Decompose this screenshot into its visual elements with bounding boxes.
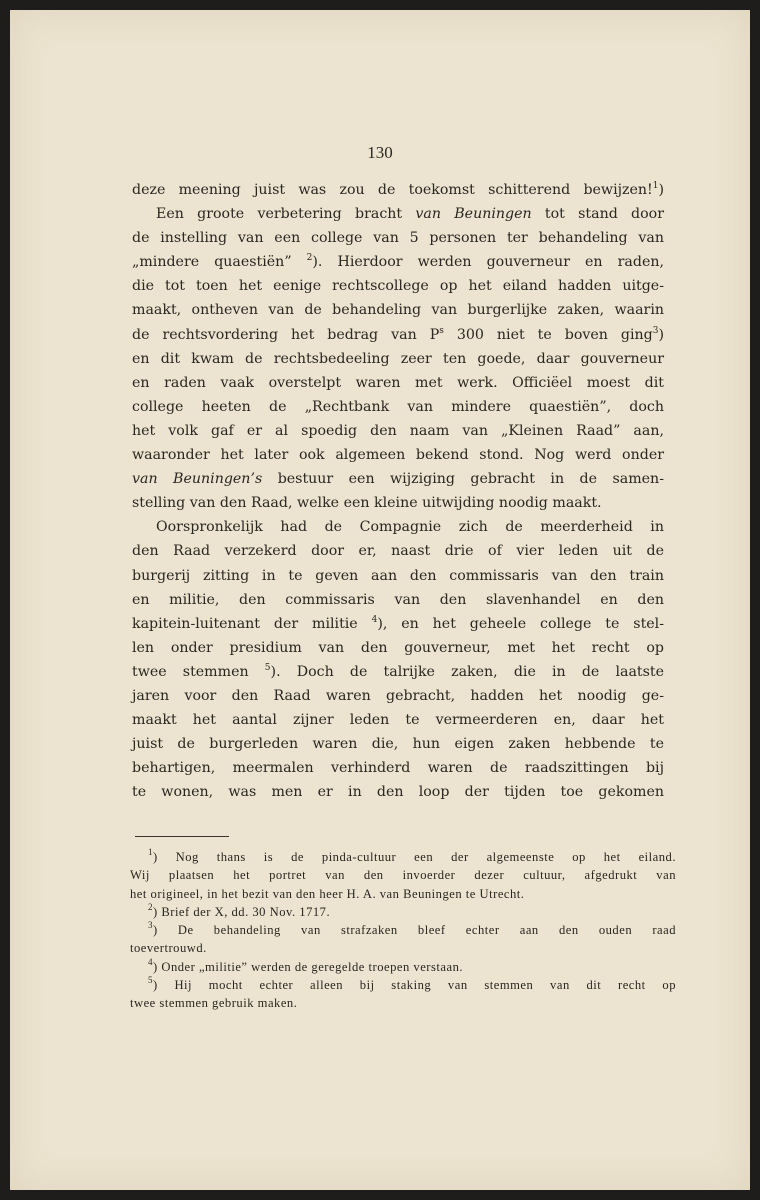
italic-name: van Beuningen’s: [132, 471, 263, 488]
text-line: en raden vaak overstelpt waren met werk. Officiëel moest dit: [132, 374, 664, 391]
footnotes: [130, 848, 676, 1013]
text-line: kapitein-luitenant der militie $^4$), en het geheele college te stel-: [132, 614, 664, 632]
footnote-ref[interactable]: 5: [264, 662, 271, 673]
footnote-ref[interactable]: 3: [652, 325, 659, 336]
text-line: en militie, den commissaris van den slavenhandel en den: [132, 591, 664, 608]
text-line: Oorspronkelijk had de Compagnie zich de meerderheid in: [156, 519, 664, 536]
footnote-ref[interactable]: 2: [306, 253, 313, 264]
text-line: maakt het aantal zijner leden te vermeerderen en, daar het: [132, 712, 664, 729]
text-line: Een groote verbetering bracht van Beuningen tot stand door: [156, 206, 664, 223]
text-line: maakt, ontheven van de behandeling van burgerlijke zaken, waarin: [132, 302, 664, 319]
text-line: burgerij zitting in te geven aan den commissaris van den train: [132, 567, 664, 584]
italic-name: van Beuningen: [415, 206, 532, 223]
footnote-line: Wij plaatsen het portret van den invoerder dezer cultuur, afgedrukt van: [130, 868, 676, 883]
text-line: waaronder het later ook algemeen bekend stond. Nog werd onder: [132, 447, 664, 464]
footnote-ref[interactable]: 1: [652, 181, 659, 191]
footnote-line: het origineel, in het bezit van den heer H. A. van Beuningen te Utrecht.: [130, 886, 525, 901]
footnote-line: toevertrouwd.: [130, 941, 207, 956]
text-line: len onder presidium van den gouverneur, met het recht op: [132, 639, 664, 656]
text-line: van Beuningen’s bestuur een wijziging gebracht in de samen-: [132, 471, 664, 488]
footnote-5: $^5$) Hij mocht echter alleen bij staking van stemmen van dit recht op: [148, 975, 677, 993]
footnote-2: $^2$) Brief der X, dd. 30 Nov. 1717.: [148, 901, 331, 919]
text-line: de instelling van een college van 5 personen ter behandeling van: [132, 230, 664, 247]
footnote-1: $^1$) Nog thans is de pinda-cultuur een der algemeenste op het eiland.: [148, 847, 676, 864]
text-line: het volk gaf er al spoedig den naam van „Kleinen Raad” aan,: [132, 422, 664, 439]
book-page: [10, 10, 750, 1190]
text-line: college heeten de „Rechtbank van mindere quaestiën”, doch: [132, 398, 664, 415]
body-text: [132, 178, 664, 804]
text-line: die tot toen het eenige rechtscollege op het eiland hadden uitge-: [132, 278, 664, 295]
text-line: en dit kwam de rechtsbedeeling zeer ten goede, daar gouverneur: [132, 350, 664, 367]
text-line: behartigen, meermalen verhinderd waren de raadszittingen bij: [132, 760, 664, 777]
footnote-4: $^4$) Onder „militie” werden de geregelde troepen verstaan.: [148, 956, 464, 974]
text-line: te wonen, was men er in den loop der tijden toe gekomen: [132, 784, 664, 801]
footnote-line: twee stemmen gebruik maken.: [130, 996, 298, 1011]
footnote-divider: [135, 836, 229, 837]
text-line: deze meening juist was zou de toekomst schitterend bewijzen!$^1$): [132, 181, 664, 198]
text-line: de rechtsvordering het bedrag van $P^s$ 300 niet te boven ging$^3$): [132, 325, 665, 343]
text-line: jaren voor den Raad waren gebracht, hadden het noodig ge-: [132, 687, 664, 704]
text-line: stelling van den Raad, welke een kleine uitwijding noodig maakt.: [132, 495, 602, 512]
text-line: juist de burgerleden waren die, hun eigen zaken hebbende te: [132, 736, 664, 753]
text-line: twee stemmen $^5$). Doch de talrijke zaken, die in de laatste: [132, 662, 665, 680]
footnote-ref[interactable]: 4: [371, 614, 378, 625]
footnote-3: $^3$) De behandeling van strafzaken bleef echter aan den ouden raad: [148, 920, 676, 938]
text-line: den Raad verzekerd door er, naast drie of vier leden uit de: [132, 543, 664, 560]
text-line: „mindere quaestiën” $^2$). Hierdoor werden gouverneur en raden,: [132, 253, 664, 271]
page-number: 130: [367, 143, 393, 162]
